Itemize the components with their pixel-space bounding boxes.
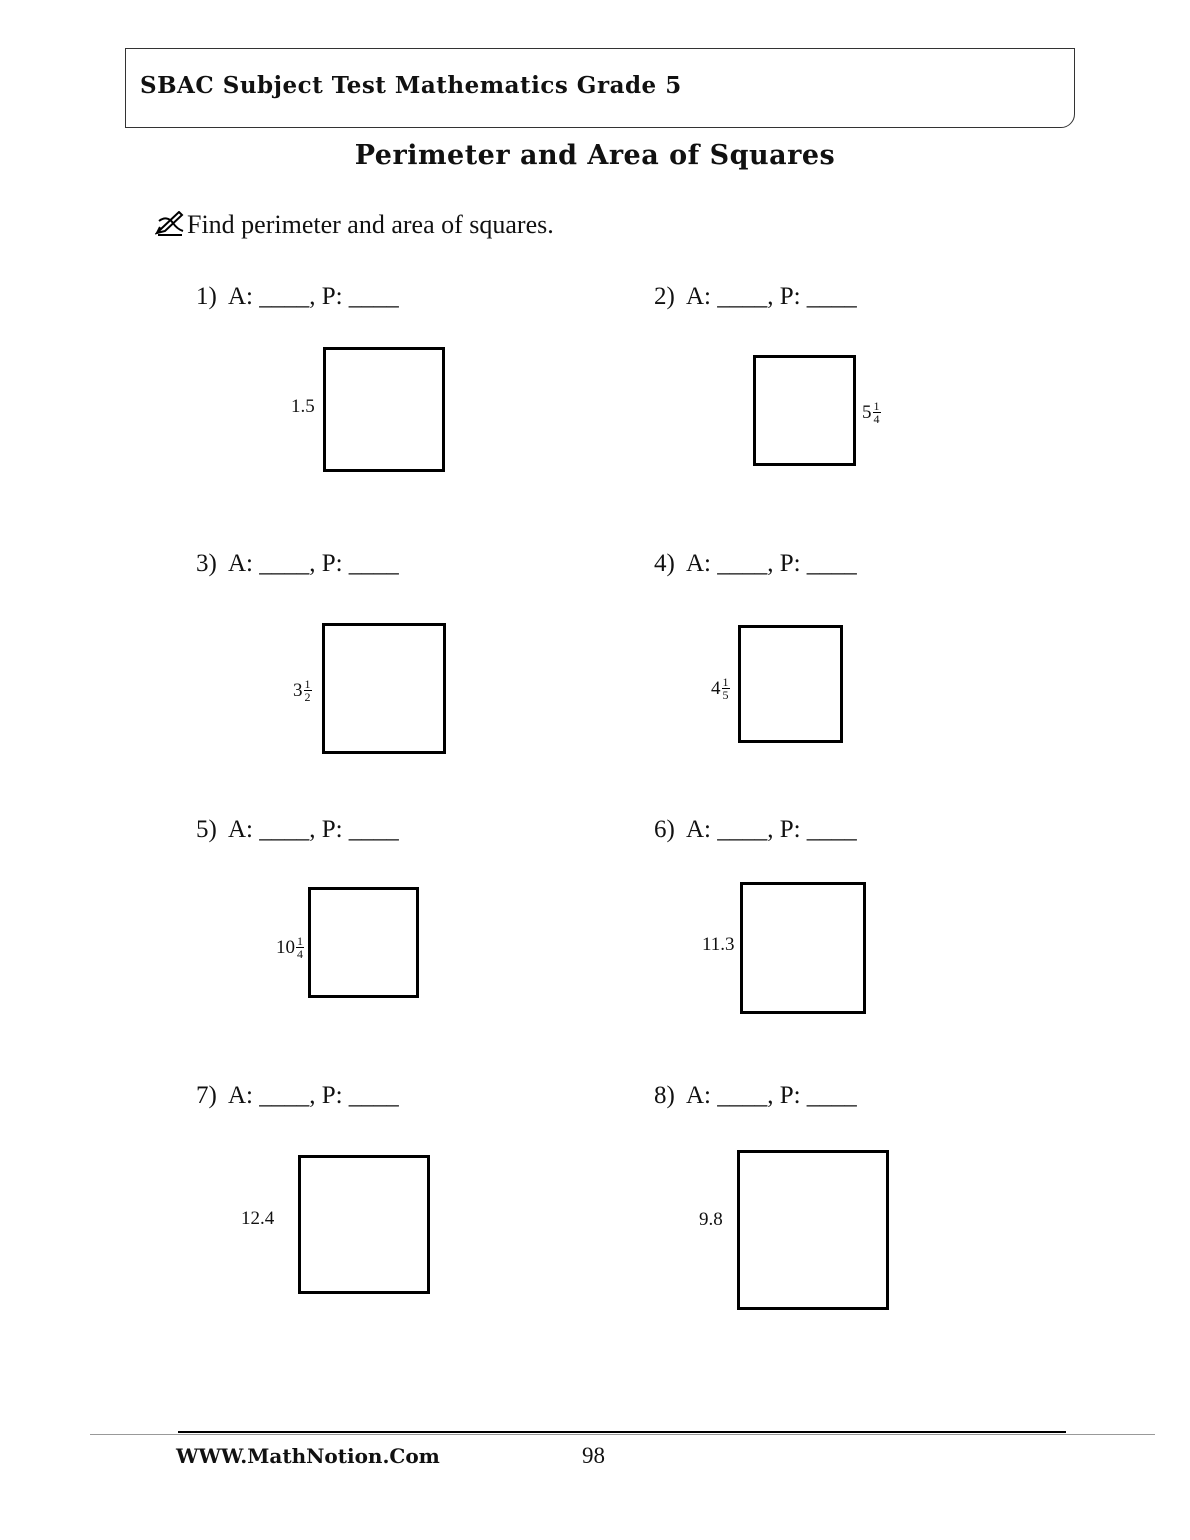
side-length-label: 9.8 bbox=[699, 1209, 723, 1230]
pencil-icon bbox=[155, 211, 185, 237]
instruction-text: Find perimeter and area of squares. bbox=[187, 210, 554, 239]
side-length-label: 4 $\frac{1}{5}$ bbox=[711, 675, 729, 702]
side-length-label: 3 $\frac{1}{2}$ bbox=[293, 677, 311, 704]
problem-label: 2) A: ____, P: ____ bbox=[654, 283, 857, 310]
square-figure bbox=[323, 347, 445, 472]
square-figure bbox=[308, 887, 419, 998]
problem-label: 1) A: ____, P: ____ bbox=[196, 283, 399, 310]
problem-label: 7) A: ____, P: ____ bbox=[196, 1082, 399, 1109]
square-figure bbox=[298, 1155, 430, 1294]
problem-label: 6) A: ____, P: ____ bbox=[654, 816, 857, 843]
problem-label: 3) A: ____, P: ____ bbox=[196, 550, 399, 577]
side-length-label: 12.4 bbox=[241, 1208, 275, 1229]
fraction: $\frac{1}{4}$ bbox=[873, 399, 880, 426]
page-number: 98 bbox=[582, 1443, 605, 1468]
square-figure bbox=[740, 882, 866, 1014]
problem-label: 8) A: ____, P: ____ bbox=[654, 1082, 857, 1109]
square-figure bbox=[322, 623, 446, 754]
footer-divider bbox=[90, 1434, 1155, 1435]
problem-label: 4) A: ____, P: ____ bbox=[654, 550, 857, 577]
fraction: $\frac{1}{5}$ bbox=[722, 675, 729, 702]
square-figure bbox=[738, 625, 843, 743]
side-length-label: 1.5 bbox=[291, 396, 315, 417]
footer-divider bbox=[178, 1431, 1066, 1433]
instruction bbox=[155, 210, 554, 240]
fraction: $\frac{1}{2}$ bbox=[304, 677, 311, 704]
footer-website: WWW.MathNotion.Com bbox=[176, 1444, 440, 1468]
side-length-label: 10 $\frac{1}{4}$ bbox=[276, 934, 303, 961]
square-figure bbox=[737, 1150, 889, 1310]
fraction: $\frac{1}{4}$ bbox=[297, 934, 303, 961]
side-length-label: 5 $\frac{1}{4}$ bbox=[862, 399, 880, 426]
problem-label: 5) A: ____, P: ____ bbox=[196, 816, 399, 843]
header-title: SBAC Subject Test Mathematics Grade 5 bbox=[140, 72, 682, 99]
page-title: Perimeter and Area of Squares bbox=[354, 140, 836, 171]
square-figure bbox=[753, 355, 856, 466]
side-length-label: 11.3 bbox=[702, 934, 735, 955]
